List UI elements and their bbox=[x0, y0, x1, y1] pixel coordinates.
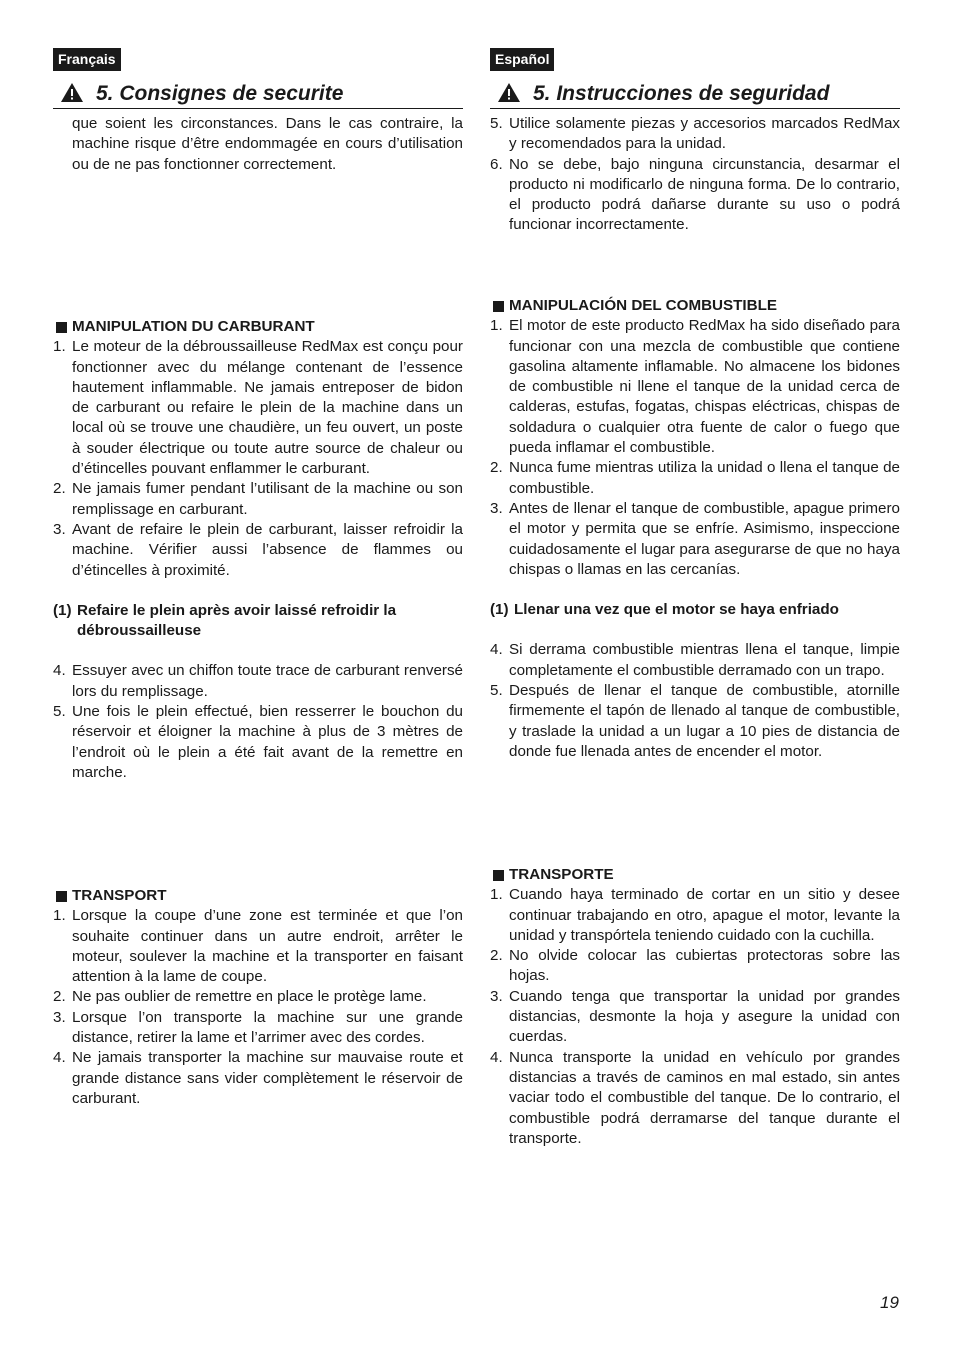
list-item: 4. Nunca transporte la unidad en vehículo por grandes distancias a través de caminos en mal estado, sin antes vaciar todo el combustible del tanque. De lo contrario, el combustible podrá derramarse del tanque durante el transporte. bbox=[490, 1048, 900, 1147]
page-number: 19 bbox=[880, 1293, 899, 1312]
section-heading-french bbox=[53, 76, 463, 109]
fuel-subheading: (1) Llenar una vez que el motor se haya enfriado bbox=[490, 601, 839, 619]
list-item: 4. Essuyer avec un chiffon toute trace de carburant renversé lors du remplissage. bbox=[53, 662, 463, 700]
section-title: 5. Consignes de securite bbox=[96, 82, 344, 105]
warning-icon bbox=[61, 83, 83, 102]
square-bullet-icon bbox=[56, 891, 67, 902]
spanish-column bbox=[490, 48, 900, 1147]
transport-section-title: TRANSPORTE bbox=[490, 865, 900, 885]
intro-text-block bbox=[490, 114, 900, 236]
fuel-section-title: MANIPULACIÓN DEL COMBUSTIBLE bbox=[490, 296, 900, 316]
language-tag-spanish: Español bbox=[490, 48, 554, 71]
square-bullet-icon bbox=[493, 870, 504, 881]
list-item: 6. No se debe, bajo ninguna circunstancia, desarmar el producto ni modificarlo de ninguna forma. De lo contrario, el producto podrá dañarse durante su uso o podrá funcionar incorrectamente. bbox=[490, 155, 900, 234]
intro-paragraph: que soient les circonstances. Dans le cas contraire, la machine risque d’être endommagée en cours d’utilisation ou de ne pas fonctionner correctement. bbox=[72, 115, 463, 173]
list-item: 1. El motor de este producto RedMax ha sido diseñado para funcionar con una mezcla de combustible que contiene gasolina altamente inflamable. No almacene los bidones de combustible ni llene el tanque de la unidad cerca de calderas, estufas, fogatas, chispas eléctricas, chispas de soldadura o cualquier otra fuente de calor o fuego que pueda inflamar el combustible. bbox=[490, 317, 900, 457]
language-tag-french: Français bbox=[53, 48, 121, 71]
intro-list bbox=[490, 114, 900, 236]
transport-section bbox=[490, 865, 900, 1149]
transport-list bbox=[490, 885, 900, 1149]
list-item: 2. Nunca fume mientras utiliza la unidad o llena el tanque de combustible. bbox=[490, 459, 900, 497]
list-item: 3. Lorsque l’on transporte la machine sur une grande distance, retirer la lame et l’arrimer avec des cordes. bbox=[53, 1008, 463, 1047]
fuel-list-continued bbox=[490, 640, 900, 762]
warning-icon bbox=[498, 83, 520, 102]
fuel-list bbox=[490, 316, 900, 580]
fuel-list bbox=[53, 337, 463, 581]
list-item: 1. Cuando haya terminado de cortar en un sitio y desee continuar trabajando en otro, apague el motor, levante la unidad y transpórtela teniendo cuidado con la cuchilla. bbox=[490, 886, 900, 944]
list-item: 3. Antes de llenar el tanque de combustible, apague primero el motor y permita que se enfríe. Asimismo, inspeccione cuidadosamente el lugar para asegurarse de que no haya chispas o llamas en las cercanías. bbox=[490, 499, 900, 578]
transport-list bbox=[53, 906, 463, 1109]
transport-section bbox=[53, 886, 463, 1109]
section-heading-spanish bbox=[490, 76, 900, 109]
list-item: 2. Ne jamais fumer pendant l’utilisant de la machine ou son remplissage en carburant. bbox=[53, 480, 463, 518]
list-item: 5. Une fois le plein effectué, bien resserrer le bouchon du réservoir et éloigner la machine à plus de 3 mètres de l’endroit où le plein a été fait avant de la remettre en marche. bbox=[53, 703, 463, 781]
list-item: 1. Le moteur de la débroussailleuse RedMax est conçu pour fonctionner avec du mélange contenant de l’essence hautement inflammable. Ne jamais entreposer de bidon de carburant ou refaire le plein de la machine dans un local où se trouve une chaudière, un feu ouvert, un poste à souder électrique ou toute autre source de chaleur ou d’étincelles pouvant enflammer le carburant. bbox=[53, 338, 463, 478]
square-bullet-icon bbox=[56, 322, 67, 333]
square-bullet-icon bbox=[493, 301, 504, 312]
list-item: 2. No olvide colocar las cubiertas protectoras sobre las hojas. bbox=[490, 947, 900, 985]
list-item: 4. Si derrama combustible mientras llena el tanque, limpie completamente el combustible derramado con un trapo. bbox=[490, 641, 900, 679]
list-item: 3. Cuando tenga que transportar la unidad por grandes distancias, desmonte la hoja y asegure la unidad con cuerdas. bbox=[490, 987, 900, 1046]
list-item: 5. Después de llenar el tanque de combustible, atornille firmemente el tapón de llenado al tanque de combustible, y traslade la unidad a un lugar a 10 pies de distancia de donde fue llenada antes de encender el motor. bbox=[490, 682, 900, 760]
list-item: 1. Lorsque la coupe d’une zone est terminée et que l’on souhaite continuer dans un autre endroit, arrêter le moteur, soulever la machine et la transporter en faisant attention à la lame de coupe. bbox=[53, 907, 463, 986]
transport-section-title: TRANSPORT bbox=[53, 886, 463, 906]
fuel-section bbox=[490, 296, 900, 762]
fuel-section-title: MANIPULATION DU CARBURANT bbox=[53, 317, 463, 337]
section-title: 5. Instrucciones de seguridad bbox=[533, 82, 830, 105]
intro-text-block bbox=[53, 114, 463, 175]
french-column bbox=[53, 48, 463, 1107]
list-item: 5. Utilice solamente piezas y accesorios marcados RedMax y recomendados para la unidad. bbox=[490, 115, 900, 153]
list-item: 3. Avant de refaire le plein de carburant, laisser refroidir la machine. Vérifier aussi l’absence de flammes ou d’étincelles à proximité. bbox=[53, 520, 463, 579]
list-item: 2. Ne pas oublier de remettre en place le protège lame. bbox=[53, 988, 427, 1006]
fuel-subheading: (1) Refaire le plein après avoir laissé refroidir la débroussailleuse bbox=[53, 601, 397, 640]
list-item: 4. Ne jamais transporter la machine sur mauvaise route et grande distance sans vider complètement le réservoir de carburant. bbox=[53, 1049, 463, 1107]
fuel-list-continued bbox=[53, 661, 463, 783]
fuel-section bbox=[53, 317, 463, 783]
